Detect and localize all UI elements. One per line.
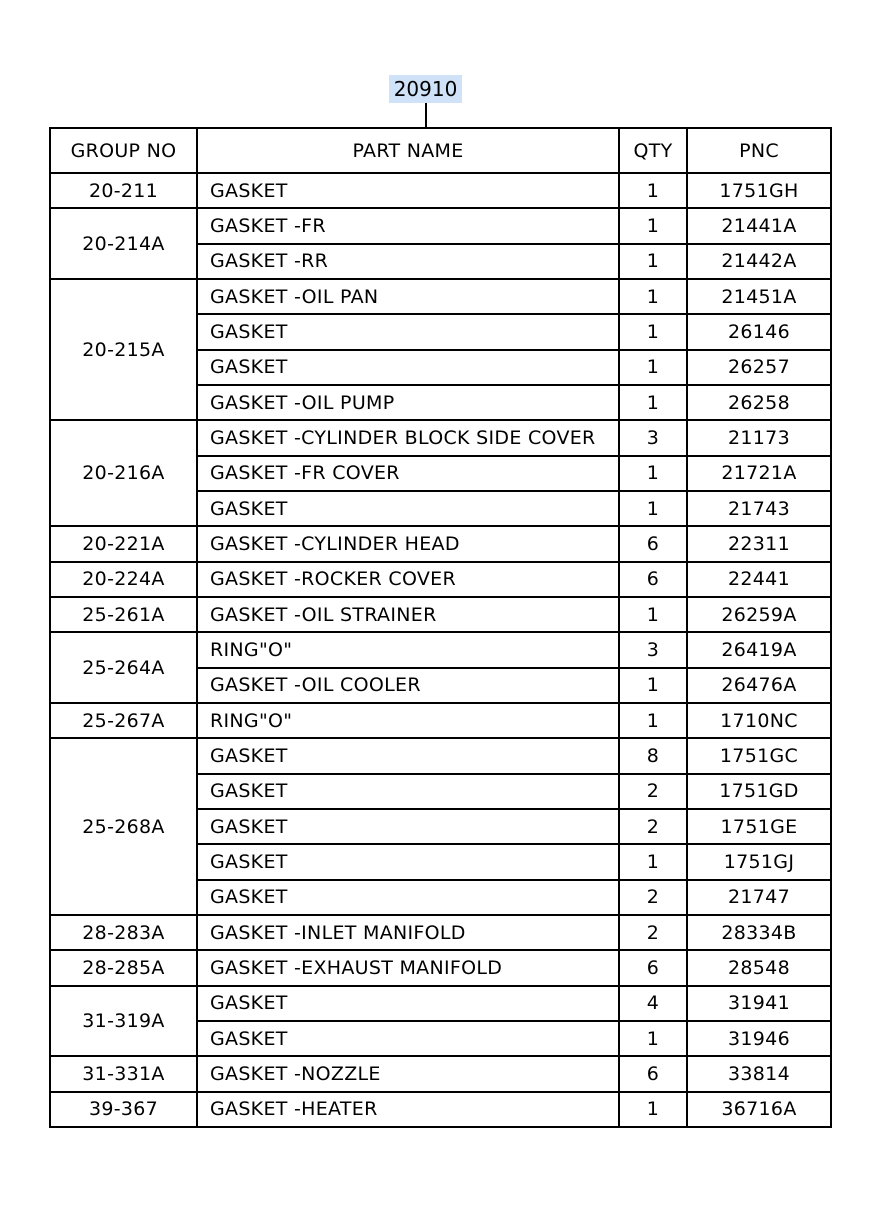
table-row (50, 1056, 831, 1091)
reference-number-label: 20910 (389, 75, 462, 103)
part-name-cell: GASKET -ROCKER COVER (197, 562, 619, 597)
group-no-cell: 28-285A (50, 950, 197, 985)
part-name-cell: GASKET -CYLINDER HEAD (197, 526, 619, 561)
pnc-cell: 26476A (687, 668, 831, 703)
reference-leader-line (425, 103, 427, 128)
pnc-header: PNC (687, 128, 831, 173)
part-name-cell: GASKET (197, 350, 619, 385)
qty-cell: 1 (619, 173, 687, 208)
qty-cell: 4 (619, 986, 687, 1021)
table-row (50, 986, 831, 1021)
qty-cell: 2 (619, 774, 687, 809)
group-no-cell: 20-211 (50, 173, 197, 208)
group-no-cell: 20-216A (50, 420, 197, 526)
table-row (50, 703, 831, 738)
pnc-cell: 26258 (687, 385, 831, 420)
part-name-cell: GASKET -OIL PUMP (197, 385, 619, 420)
qty-cell: 3 (619, 632, 687, 667)
qty-cell: 8 (619, 738, 687, 773)
qty-cell: 1 (619, 314, 687, 349)
part-name-cell: GASKET -OIL PAN (197, 279, 619, 314)
table-row (50, 632, 831, 667)
group-no-cell: 28-283A (50, 915, 197, 950)
group-no-cell: 31-331A (50, 1056, 197, 1091)
part-name-cell: GASKET -FR (197, 208, 619, 243)
pnc-cell: 1710NC (687, 703, 831, 738)
part-name-cell: RING"O" (197, 632, 619, 667)
group-no-cell: 20-214A (50, 208, 197, 279)
part-name-cell: GASKET -NOZZLE (197, 1056, 619, 1091)
qty-cell: 1 (619, 350, 687, 385)
qty-cell: 1 (619, 385, 687, 420)
pnc-cell: 26257 (687, 350, 831, 385)
qty-cell: 3 (619, 420, 687, 455)
part-name-cell: GASKET -OIL COOLER (197, 668, 619, 703)
qty-cell: 1 (619, 597, 687, 632)
pnc-cell: 21721A (687, 456, 831, 491)
pnc-cell: 1751GE (687, 809, 831, 844)
qty-cell: 1 (619, 1021, 687, 1056)
table-row (50, 526, 831, 561)
table-row (50, 562, 831, 597)
pnc-cell: 21442A (687, 244, 831, 279)
qty-cell: 1 (619, 491, 687, 526)
pnc-cell: 1751GH (687, 173, 831, 208)
qty-cell: 6 (619, 950, 687, 985)
part-name-cell: GASKET -INLET MANIFOLD (197, 915, 619, 950)
group-no-cell: 25-261A (50, 597, 197, 632)
pnc-cell: 31941 (687, 986, 831, 1021)
group-no-cell: 25-264A (50, 632, 197, 703)
qty-cell: 6 (619, 1056, 687, 1091)
table-row (50, 915, 831, 950)
parts-table (49, 127, 832, 1128)
part-name-cell: GASKET -RR (197, 244, 619, 279)
pnc-cell: 36716A (687, 1092, 831, 1127)
pnc-cell: 21743 (687, 491, 831, 526)
part-name-cell: GASKET (197, 491, 619, 526)
pnc-cell: 21747 (687, 880, 831, 915)
table-row (50, 1092, 831, 1127)
part-name-cell: GASKET (197, 173, 619, 208)
table-row (50, 597, 831, 632)
part-name-cell: GASKET -OIL STRAINER (197, 597, 619, 632)
qty-cell: 2 (619, 880, 687, 915)
group-no-cell: 20-221A (50, 526, 197, 561)
qty-cell: 2 (619, 915, 687, 950)
part-name-cell: GASKET (197, 314, 619, 349)
pnc-cell: 21451A (687, 279, 831, 314)
pnc-cell: 1751GJ (687, 844, 831, 879)
qty-cell: 1 (619, 279, 687, 314)
group-no-cell: 20-215A (50, 279, 197, 420)
table-row (50, 173, 831, 208)
table-row (50, 738, 831, 773)
part-name-header: PART NAME (197, 128, 619, 173)
qty-cell: 2 (619, 809, 687, 844)
group-no-cell: 25-268A (50, 738, 197, 915)
part-name-cell: GASKET (197, 844, 619, 879)
qty-cell: 6 (619, 526, 687, 561)
group-no-cell: 25-267A (50, 703, 197, 738)
pnc-cell: 1751GD (687, 774, 831, 809)
pnc-cell: 31946 (687, 1021, 831, 1056)
qty-header: QTY (619, 128, 687, 173)
qty-cell: 1 (619, 844, 687, 879)
pnc-cell: 28548 (687, 950, 831, 985)
qty-cell: 1 (619, 703, 687, 738)
qty-cell: 1 (619, 668, 687, 703)
qty-cell: 6 (619, 562, 687, 597)
pnc-cell: 22311 (687, 526, 831, 561)
qty-cell: 1 (619, 1092, 687, 1127)
pnc-cell: 28334B (687, 915, 831, 950)
qty-cell: 1 (619, 208, 687, 243)
part-name-cell: GASKET (197, 986, 619, 1021)
pnc-cell: 26146 (687, 314, 831, 349)
part-name-cell: GASKET (197, 1021, 619, 1056)
table-row (50, 208, 831, 243)
qty-cell: 1 (619, 244, 687, 279)
pnc-cell: 21173 (687, 420, 831, 455)
group-no-cell: 20-224A (50, 562, 197, 597)
header-row (50, 128, 831, 173)
group-no-cell: 31-319A (50, 986, 197, 1057)
part-name-cell: GASKET (197, 880, 619, 915)
table-row (50, 950, 831, 985)
part-name-cell: GASKET -FR COVER (197, 456, 619, 491)
pnc-cell: 1751GC (687, 738, 831, 773)
group-no-cell: 39-367 (50, 1092, 197, 1127)
pnc-cell: 26259A (687, 597, 831, 632)
pnc-cell: 22441 (687, 562, 831, 597)
parts-body (50, 173, 831, 1127)
pnc-cell: 21441A (687, 208, 831, 243)
part-name-cell: GASKET (197, 774, 619, 809)
pnc-cell: 33814 (687, 1056, 831, 1091)
part-name-cell: GASKET -EXHAUST MANIFOLD (197, 950, 619, 985)
part-name-cell: GASKET -HEATER (197, 1092, 619, 1127)
pnc-cell: 26419A (687, 632, 831, 667)
part-name-cell: GASKET -CYLINDER BLOCK SIDE COVER (197, 420, 619, 455)
part-name-cell: GASKET (197, 738, 619, 773)
table-row (50, 420, 831, 455)
qty-cell: 1 (619, 456, 687, 491)
group-no-header: GROUP NO (50, 128, 197, 173)
part-name-cell: GASKET (197, 809, 619, 844)
part-name-cell: RING"O" (197, 703, 619, 738)
table-row (50, 279, 831, 314)
